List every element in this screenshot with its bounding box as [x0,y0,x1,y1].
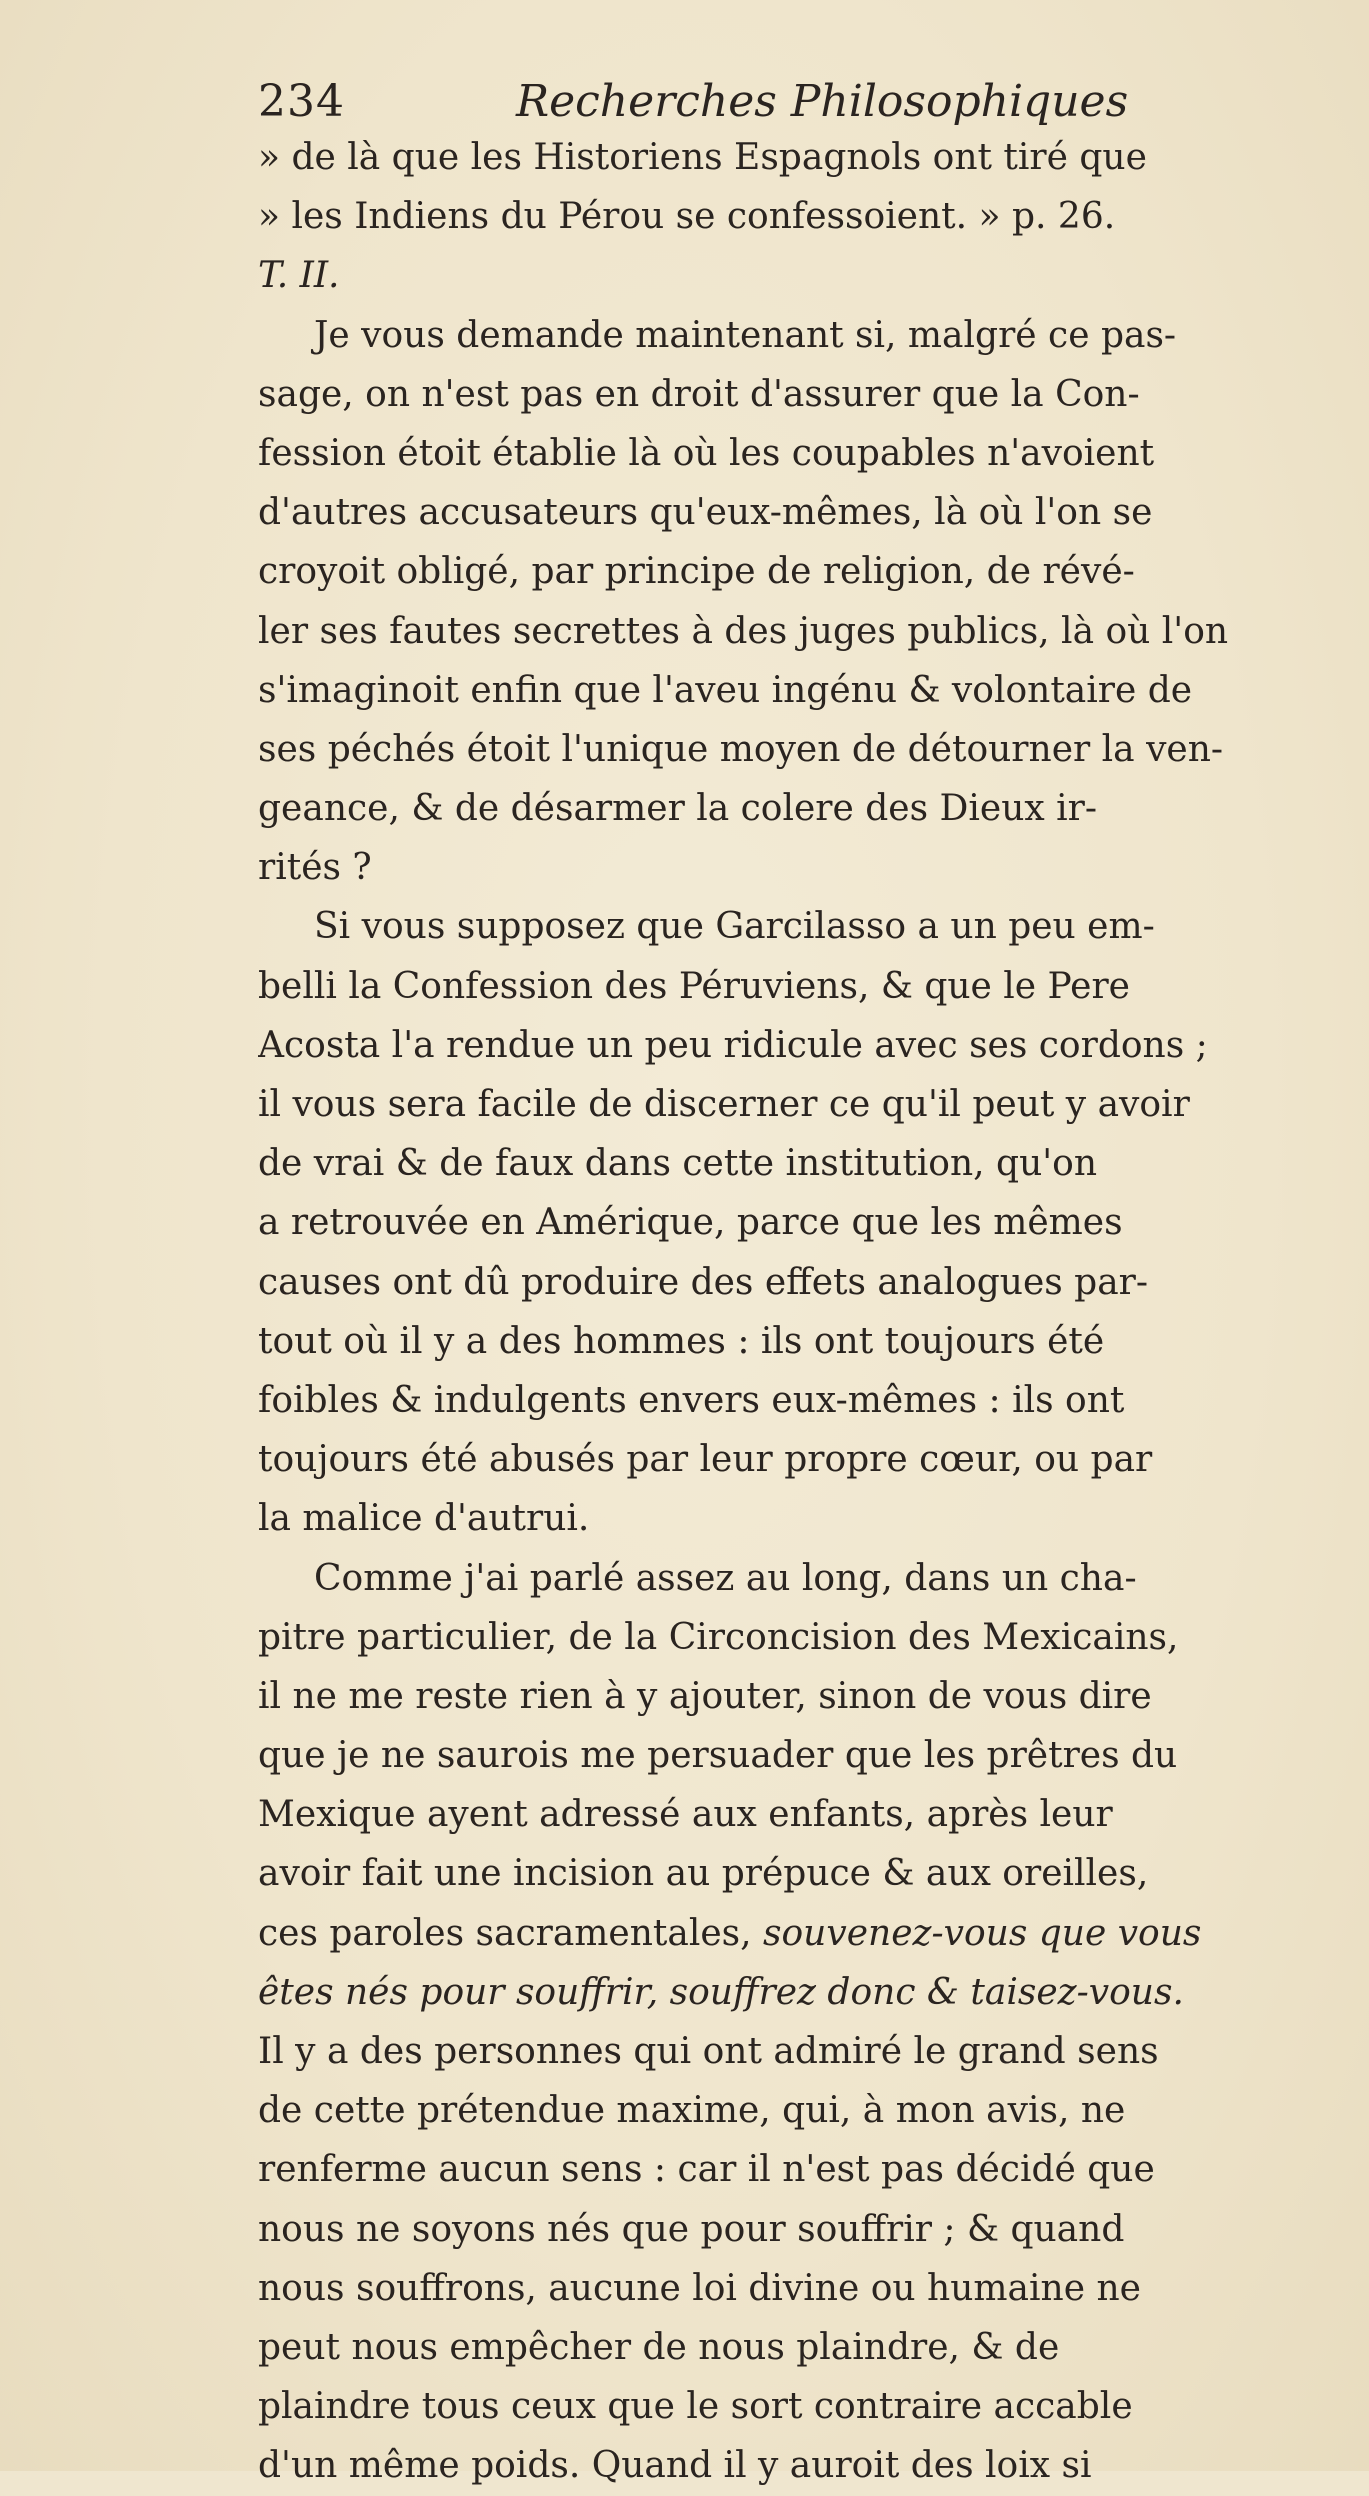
body-text [258,128,1358,2496]
text-line: tout où il y a des hommes : ils ont toujours été [258,1320,1105,1362]
text-line: a retrouvée en Amérique, parce que les mêmes [258,1202,1123,1244]
text-line: la malice d'autrui. [258,1498,590,1540]
text-line: plaindre tous ceux que le sort contraire accable [258,2386,1133,2428]
text-line: sage, on n'est pas en droit d'assurer que la Con- [258,373,1140,415]
text-line: avoir fait une incision au prépuce & aux oreilles, [258,1853,1149,1895]
text-line-start: » les Indiens du Pérou se confessoient. » p. 26. [258,196,1116,238]
text-line: que je ne saurois me persuader que les prêtres du [258,1735,1178,1777]
paragraph-start-line: Comme j'ai parlé assez au long, dans un cha- [314,1557,1137,1599]
text-line: de vrai & de faux dans cette institution, qu'on [258,1143,1098,1185]
page-number: 234 [258,76,345,127]
paragraph-start-line: Je vous demande maintenant si, malgré ce pas- [314,314,1177,356]
paragraph-start-line: Si vous supposez que Garcilasso a un peu em- [314,906,1155,948]
text-line: ler ses fautes secrettes à des juges publics, là où l'on [258,610,1229,652]
text-line: Il y a des personnes qui ont admiré le grand sens [258,2031,1159,2072]
text-line: ses péchés étoit l'unique moyen de détourner la ven- [258,728,1224,770]
text-line: foibles & indulgents envers eux-mêmes : ils ont [258,1379,1125,1421]
text-line: il vous sera facile de discerner ce qu'il peut y avoir [258,1084,1190,1125]
text-line: croyoit obligé, par principe de religion, de révé- [258,551,1135,593]
text-line: pitre particulier, de la Circoncision des Mexicains, [258,1616,1179,1658]
running-title: Recherches Philosophiques [516,76,1129,127]
text-line: êtes nés pour souffrir, souffrez donc & taisez-vous. [258,1971,1184,2013]
text-line: geance, & de désarmer la colere des Dieux ir- [258,788,1098,830]
text-line: Mexique ayent adressé aux enfants, après leur [258,1794,1113,1836]
text-line: renferme aucun sens : car il n'est pas décidé que [258,2149,1155,2191]
italic-phrase: souvenez-vous que vous [763,1912,1202,1954]
text-line: Acosta l'a rendue un peu ridicule avec ses cordons ; [258,1024,1208,1066]
text-line [258,1904,1358,1963]
text-line: d'autres accusateurs qu'eux-mêmes, là où l'on se [258,492,1153,534]
text-line: » de là que les Historiens Espagnols ont tiré que [258,137,1147,178]
text-line: belli la Confession des Péruviens, & que le Pere [258,965,1130,1007]
text-line: toujours été abusés par leur propre cœur, ou par [258,1439,1153,1481]
text-line: rités ? [258,847,372,889]
text-line: peut nous empêcher de nous plaindre, & de [258,2326,1060,2368]
text-line: il ne me reste rien à y ajouter, sinon de vous dire [258,1675,1152,1717]
text-line: fession étoit établie là où les coupables n'avoient [258,432,1155,474]
text-line: T. II. [258,255,340,297]
text-line: causes ont dû produire des effets analogues par- [258,1261,1149,1303]
text-line: nous souffrons, aucune loi divine ou humaine ne [258,2267,1141,2309]
text-line [258,187,1358,246]
text-line: nous ne soyons nés que pour souffrir ; & quand [258,2208,1125,2250]
text-line: d'un même poids. Quand il y auroit des loix si [258,2445,1092,2487]
text-line: s'imaginoit enfin que l'aveu ingénu & volontaire de [258,669,1193,711]
text-line-start: ces paroles sacramentales, [258,1912,752,1954]
text-line: de cette prétendue maxime, qui, à mon avis, ne [258,2090,1126,2132]
